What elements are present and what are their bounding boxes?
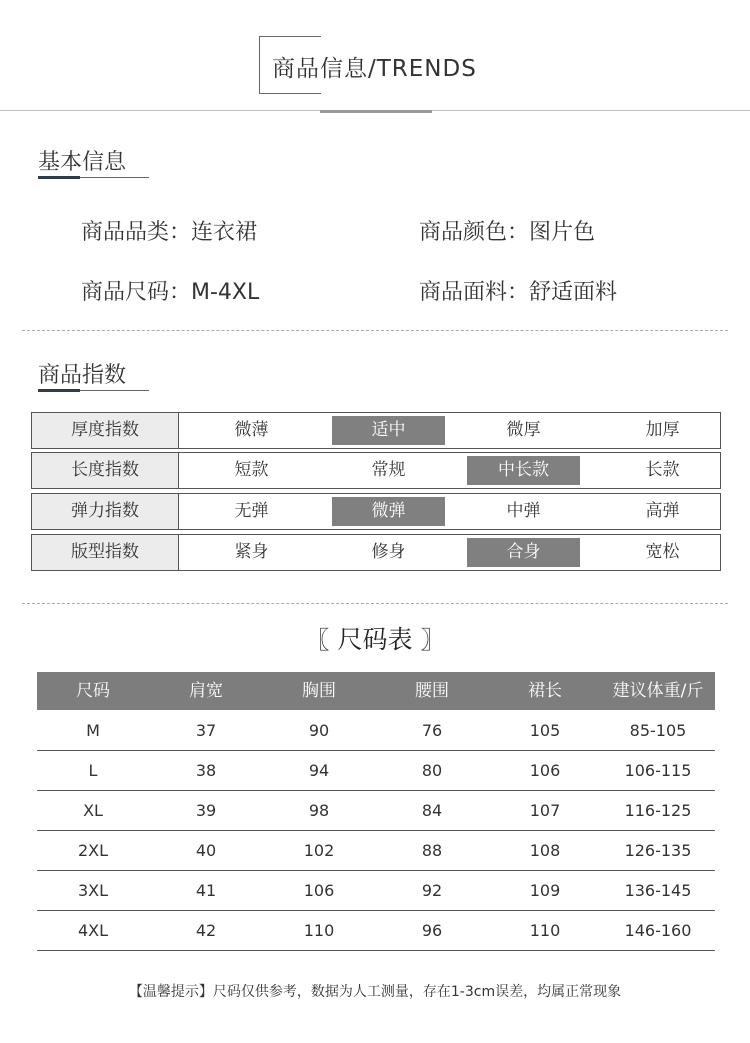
index-option: 无弹	[234, 501, 269, 521]
table-cell: 116-125	[624, 801, 692, 820]
table-cell: 88	[421, 841, 443, 860]
table-cell: 96	[421, 921, 443, 940]
table-cell: 126-135	[624, 841, 692, 860]
index-option: 加厚	[645, 420, 680, 440]
table-cell: 90	[308, 721, 330, 740]
table-cell: 146-160	[624, 921, 692, 940]
table-cell: 92	[421, 881, 443, 900]
index-label: 弹力指数	[32, 494, 179, 529]
section-divider	[22, 603, 728, 604]
header-accent-bar	[320, 110, 432, 113]
table-header-cell: 尺码	[76, 681, 110, 701]
index-option-selected: 合身	[467, 538, 580, 567]
table-row	[37, 871, 715, 911]
index-label: 长度指数	[32, 453, 179, 488]
index-option-selected: 中长款	[467, 456, 580, 485]
index-option: 修身	[371, 542, 406, 562]
page-title: 商品信息/TRENDS	[272, 56, 477, 82]
table-cell: 76	[421, 721, 443, 740]
table-cell: 37	[195, 721, 217, 740]
info-fabric: 商品面料：舒适面料	[419, 280, 618, 305]
table-cell: 80	[421, 761, 443, 780]
index-heading: 商品指数	[38, 363, 127, 388]
table-cell: 41	[195, 881, 217, 900]
table-row	[37, 751, 715, 791]
size-table-header	[37, 672, 715, 710]
info-size: 商品尺码：M-4XL	[81, 280, 260, 305]
table-cell: 3XL	[77, 881, 109, 900]
table-cell: 4XL	[77, 921, 109, 940]
table-cell: 106	[303, 881, 335, 900]
table-cell: 108	[529, 841, 561, 860]
index-option: 紧身	[234, 542, 269, 562]
table-header-cell: 胸围	[302, 681, 336, 701]
table-cell: 94	[308, 761, 330, 780]
index-option: 短款	[234, 460, 269, 480]
table-cell: XL	[83, 801, 103, 820]
index-row	[31, 412, 721, 449]
table-cell: 106	[529, 761, 561, 780]
table-cell: 42	[195, 921, 217, 940]
table-header-cell: 裙长	[528, 681, 562, 701]
title-bracket-right: 〗	[420, 626, 445, 654]
table-row	[37, 711, 715, 751]
basic-info-heading: 基本信息	[38, 150, 127, 175]
table-cell: M	[86, 721, 100, 740]
size-chart-title	[0, 620, 750, 656]
table-cell: 39	[195, 801, 217, 820]
table-cell: 2XL	[77, 841, 109, 860]
index-accent	[38, 389, 80, 392]
index-row	[31, 493, 721, 530]
table-cell: 110	[303, 921, 335, 940]
index-option: 微厚	[506, 420, 541, 440]
basic-info-accent	[38, 176, 80, 179]
section-divider	[22, 330, 728, 331]
table-cell: 85-105	[629, 721, 687, 740]
index-option: 常规	[371, 460, 406, 480]
index-option: 宽松	[645, 542, 680, 562]
table-cell: 40	[195, 841, 217, 860]
table-cell: 136-145	[624, 881, 692, 900]
table-row	[37, 831, 715, 871]
index-row	[31, 452, 721, 489]
table-cell: 98	[308, 801, 330, 820]
table-header-cell: 肩宽	[189, 681, 223, 701]
table-cell: L	[88, 761, 98, 780]
page-header	[0, 0, 750, 113]
size-note: 【温馨提示】尺码仅供参考，数据为人工测量，存在1-3cm误差，均属正常现象	[128, 984, 622, 1000]
table-cell: 102	[303, 841, 335, 860]
table-header-cell: 腰围	[415, 681, 449, 701]
table-header-cell: 建议体重/斤	[612, 681, 704, 701]
index-option-selected: 适中	[332, 416, 445, 445]
info-category: 商品品类：连衣裙	[81, 220, 258, 245]
index-option: 长款	[645, 460, 680, 480]
table-cell: 84	[421, 801, 443, 820]
info-color: 商品颜色：图片色	[419, 220, 596, 245]
index-row	[31, 534, 721, 571]
index-option: 中弹	[506, 501, 541, 521]
size-chart-title-text: 尺码表	[337, 625, 413, 654]
table-cell: 106-115	[624, 761, 692, 780]
table-cell: 109	[529, 881, 561, 900]
table-cell: 38	[195, 761, 217, 780]
index-label: 版型指数	[32, 535, 179, 570]
title-bracket-left: 〖	[305, 626, 330, 654]
index-option: 微薄	[234, 420, 269, 440]
index-option: 高弹	[645, 501, 680, 521]
table-row	[37, 911, 715, 951]
index-option-selected: 微弹	[332, 497, 445, 526]
table-cell: 105	[529, 721, 561, 740]
table-cell: 110	[529, 921, 561, 940]
table-row	[37, 791, 715, 831]
index-label: 厚度指数	[32, 413, 179, 448]
table-cell: 107	[529, 801, 561, 820]
